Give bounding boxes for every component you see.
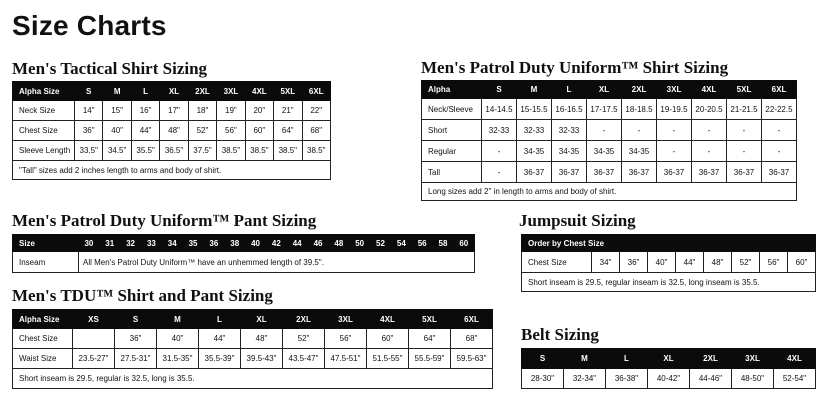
header-cell: XL	[587, 81, 622, 99]
header-cell: 40	[245, 235, 266, 252]
header-cell: 31	[99, 235, 120, 252]
table-cell: 55.5-59"	[409, 349, 451, 369]
header-cell: 6XL	[762, 81, 797, 99]
table-note-row	[422, 183, 797, 201]
table-cell: -	[727, 120, 762, 141]
table-cell: 36-37	[727, 162, 762, 183]
patrol-pant-title: Men's Patrol Duty Uniform™ Pant Sizing	[12, 211, 317, 230]
header-cell: 5XL	[274, 82, 302, 101]
header-cell: L	[606, 349, 648, 369]
table-cell: -	[657, 120, 692, 141]
table-cell: 35.5"	[131, 141, 159, 161]
header-cell: 42	[266, 235, 287, 252]
table-note: Long sizes add 2" in length to arms and body of shirt.	[422, 183, 797, 201]
table-row	[13, 141, 331, 161]
header-cell: M	[517, 81, 552, 99]
row-label: Chest Size	[522, 252, 592, 273]
table-cell: 48"	[160, 121, 188, 141]
header-cell: XS	[73, 310, 115, 329]
table-row	[422, 162, 797, 183]
table-cell: 32-33	[517, 120, 552, 141]
table-cell: 36"	[620, 252, 648, 273]
header-cell: 56	[412, 235, 433, 252]
patrol-shirt-title: Men's Patrol Duty Uniform™ Shirt Sizing	[421, 58, 729, 77]
table-cell: 28-30"	[522, 369, 564, 389]
header-cell: 36	[203, 235, 224, 252]
table-cell: 19-19.5	[657, 99, 692, 120]
row-label: Regular	[422, 141, 482, 162]
table-cell: 16-16.5	[552, 99, 587, 120]
table-cell: 34-35	[587, 141, 622, 162]
table-cell: 52-54"	[774, 369, 816, 389]
row-label: Inseam	[13, 252, 79, 273]
table-cell: 39.5-43"	[241, 349, 283, 369]
table-cell: 16"	[131, 101, 159, 121]
table-cell: 60"	[367, 329, 409, 349]
table-cell: -	[727, 141, 762, 162]
header-cell: Alpha	[422, 81, 482, 99]
table-cell: 20"	[245, 101, 273, 121]
table-cell: 40-42"	[648, 369, 690, 389]
table-cell: 20-20.5	[692, 99, 727, 120]
header-cell: S	[75, 82, 103, 101]
table-cell: 36-37	[762, 162, 797, 183]
table-cell: 14-14.5	[482, 99, 517, 120]
table-cell: -	[692, 141, 727, 162]
header-cell: M	[564, 349, 606, 369]
table-cell: 68"	[302, 121, 330, 141]
header-cell: 54	[391, 235, 412, 252]
table-cell: 36"	[115, 329, 157, 349]
header-cell: S	[482, 81, 517, 99]
table-cell: -	[482, 141, 517, 162]
header-cell: 50	[349, 235, 370, 252]
tdu-title: Men's TDU™ Shirt and Pant Sizing	[12, 286, 273, 305]
table-cell: 52"	[732, 252, 760, 273]
header-cell: 2XL	[690, 349, 732, 369]
header-cell: L	[552, 81, 587, 99]
table-cell: 35.5-39"	[199, 349, 241, 369]
header-cell: M	[157, 310, 199, 329]
table-cell: 60"	[788, 252, 816, 273]
table-cell: 36-37	[552, 162, 587, 183]
table-cell: 48-50"	[732, 369, 774, 389]
table-cell: 36-38"	[606, 369, 648, 389]
table-cell: 44-46"	[690, 369, 732, 389]
header-cell: 6XL	[302, 82, 330, 101]
table-cell: 18-18.5	[622, 99, 657, 120]
table-cell: 22-22.5	[762, 99, 797, 120]
jumpsuit-title: Jumpsuit Sizing	[519, 211, 636, 230]
header-cell: Alpha Size	[13, 82, 75, 101]
table-header-row	[422, 81, 797, 99]
header-cell: 4XL	[245, 82, 273, 101]
header-cell: Alpha Size	[13, 310, 73, 329]
table-cell: 17-17.5	[587, 99, 622, 120]
header-cell: 60	[453, 235, 474, 252]
header-cell: 2XL	[283, 310, 325, 329]
table-cell: 19"	[217, 101, 245, 121]
table-cell: 36.5"	[160, 141, 188, 161]
header-cell: 58	[433, 235, 454, 252]
table-row	[13, 329, 493, 349]
table-note-row	[13, 161, 331, 180]
table-cell: 43.5-47"	[283, 349, 325, 369]
header-cell: S	[522, 349, 564, 369]
table-cell: 34.5"	[103, 141, 131, 161]
header-cell: 52	[370, 235, 391, 252]
table-cell: 32-33	[482, 120, 517, 141]
table-cell: 38.5"	[274, 141, 302, 161]
table-cell: 34"	[592, 252, 620, 273]
tactical-shirt-table	[12, 81, 331, 180]
header-cell: L	[131, 82, 159, 101]
table-cell: 44"	[131, 121, 159, 141]
table-header-row	[522, 235, 816, 252]
table-cell: 32-33	[552, 120, 587, 141]
table-cell: 36"	[75, 121, 103, 141]
row-label: Waist Size	[13, 349, 73, 369]
header-cell: 48	[328, 235, 349, 252]
patrol-pant-table	[12, 234, 475, 273]
table-row	[13, 252, 475, 273]
header-cell: 33	[141, 235, 162, 252]
table-row	[13, 101, 331, 121]
table-cell: -	[692, 120, 727, 141]
row-label: Chest Size	[13, 121, 75, 141]
header-cell: 34	[162, 235, 183, 252]
table-cell: 56"	[217, 121, 245, 141]
row-label: Short	[422, 120, 482, 141]
header-cell: 3XL	[217, 82, 245, 101]
table-note: Short inseam is 29.5, regular inseam is 32.5, long inseam is 35.5.	[522, 273, 816, 292]
row-label: Chest Size	[13, 329, 73, 349]
table-cell: -	[762, 141, 797, 162]
table-header-row	[522, 349, 816, 369]
table-cell: 36-37	[657, 162, 692, 183]
table-row	[422, 120, 797, 141]
table-cell: 44"	[676, 252, 704, 273]
table-cell: 17"	[160, 101, 188, 121]
table-cell: 22"	[302, 101, 330, 121]
table-cell: 40"	[157, 329, 199, 349]
table-cell: 15-15.5	[517, 99, 552, 120]
header-cell: 3XL	[325, 310, 367, 329]
table-cell: 64"	[274, 121, 302, 141]
header-cell: 38	[224, 235, 245, 252]
table-cell: 60"	[245, 121, 273, 141]
header-cell: 3XL	[732, 349, 774, 369]
table-note: "Tall" sizes add 2 inches length to arms and body of shirt.	[13, 161, 331, 180]
row-label: Neck Size	[13, 101, 75, 121]
header-cell: 35	[183, 235, 204, 252]
table-cell: 47.5-51"	[325, 349, 367, 369]
table-cell: 34-35	[622, 141, 657, 162]
row-label: Sleeve Length	[13, 141, 75, 161]
table-cell: 68"	[451, 329, 493, 349]
header-cell: 4XL	[692, 81, 727, 99]
header-cell: L	[199, 310, 241, 329]
table-cell: 38.5"	[217, 141, 245, 161]
table-cell: 37.5"	[188, 141, 216, 161]
jumpsuit-table	[521, 234, 816, 292]
patrol-shirt-table	[421, 80, 797, 201]
table-cell: 56"	[325, 329, 367, 349]
header-cell: 32	[120, 235, 141, 252]
table-cell	[73, 329, 115, 349]
table-cell: 21"	[274, 101, 302, 121]
table-row	[13, 349, 493, 369]
header-cell: 6XL	[451, 310, 493, 329]
bottom-edge	[0, 397, 837, 402]
tactical-shirt-title: Men's Tactical Shirt Sizing	[12, 59, 208, 78]
header-cell: Size	[13, 235, 79, 252]
row-label: Neck/Sleeve	[422, 99, 482, 120]
table-cell: 40"	[648, 252, 676, 273]
header-cell: 4XL	[367, 310, 409, 329]
header-cell: XL	[241, 310, 283, 329]
table-cell: 31.5-35"	[157, 349, 199, 369]
table-cell: 36-37	[622, 162, 657, 183]
table-cell: 32-34"	[564, 369, 606, 389]
table-cell: 59.5-63"	[451, 349, 493, 369]
row-label: Tall	[422, 162, 482, 183]
belt-table	[521, 348, 816, 389]
header-cell: 4XL	[774, 349, 816, 369]
header-cell: 3XL	[657, 81, 692, 99]
table-cell: 23.5-27"	[73, 349, 115, 369]
header-cell: 2XL	[188, 82, 216, 101]
table-cell: 18"	[188, 101, 216, 121]
table-cell: 38.5"	[245, 141, 273, 161]
belt-title: Belt Sizing	[521, 325, 599, 344]
table-cell: -	[482, 162, 517, 183]
table-cell: 14"	[75, 101, 103, 121]
table-cell: 36-37	[587, 162, 622, 183]
table-cell: 15"	[103, 101, 131, 121]
table-row	[422, 99, 797, 120]
table-cell: 64"	[409, 329, 451, 349]
table-row	[522, 252, 816, 273]
header-cell: XL	[648, 349, 690, 369]
table-cell: 34-35	[552, 141, 587, 162]
table-cell: -	[587, 120, 622, 141]
table-note-row	[522, 273, 816, 292]
header-cell: 5XL	[409, 310, 451, 329]
table-row	[422, 141, 797, 162]
header-cell: XL	[160, 82, 188, 101]
header-cell: 46	[308, 235, 329, 252]
table-cell: 36-37	[517, 162, 552, 183]
table-cell: 40"	[103, 121, 131, 141]
table-cell: -	[622, 120, 657, 141]
table-cell: 34-35	[517, 141, 552, 162]
table-cell: -	[657, 141, 692, 162]
table-cell: 21-21.5	[727, 99, 762, 120]
table-cell: 44"	[199, 329, 241, 349]
header-cell: 5XL	[727, 81, 762, 99]
table-cell: 36-37	[692, 162, 727, 183]
table-row	[13, 121, 331, 141]
header-cell: Order by Chest Size	[522, 235, 816, 252]
table-header-row	[13, 235, 475, 252]
table-note-row	[13, 369, 493, 389]
table-cell: 52"	[188, 121, 216, 141]
table-cell: 48"	[704, 252, 732, 273]
table-cell: 52"	[283, 329, 325, 349]
header-cell: M	[103, 82, 131, 101]
table-row	[522, 369, 816, 389]
table-header-row	[13, 310, 493, 329]
table-cell: 33.5"	[75, 141, 103, 161]
tdu-table	[12, 309, 493, 389]
table-cell: 27.5-31"	[115, 349, 157, 369]
table-note: Short inseam is 29.5, regular is 32.5, long is 35.5.	[13, 369, 493, 389]
table-cell: 38.5"	[302, 141, 330, 161]
table-header-row	[13, 82, 331, 101]
table-cell: All Men's Patrol Duty Uniform™ have an unhemmed length of 39.5".	[79, 252, 475, 273]
table-cell: 48"	[241, 329, 283, 349]
page-title: Size Charts	[12, 10, 167, 41]
header-cell: 44	[287, 235, 308, 252]
table-cell: 56"	[760, 252, 788, 273]
header-cell: 30	[79, 235, 100, 252]
header-cell: S	[115, 310, 157, 329]
table-cell: -	[762, 120, 797, 141]
header-cell: 2XL	[622, 81, 657, 99]
table-cell: 51.5-55"	[367, 349, 409, 369]
